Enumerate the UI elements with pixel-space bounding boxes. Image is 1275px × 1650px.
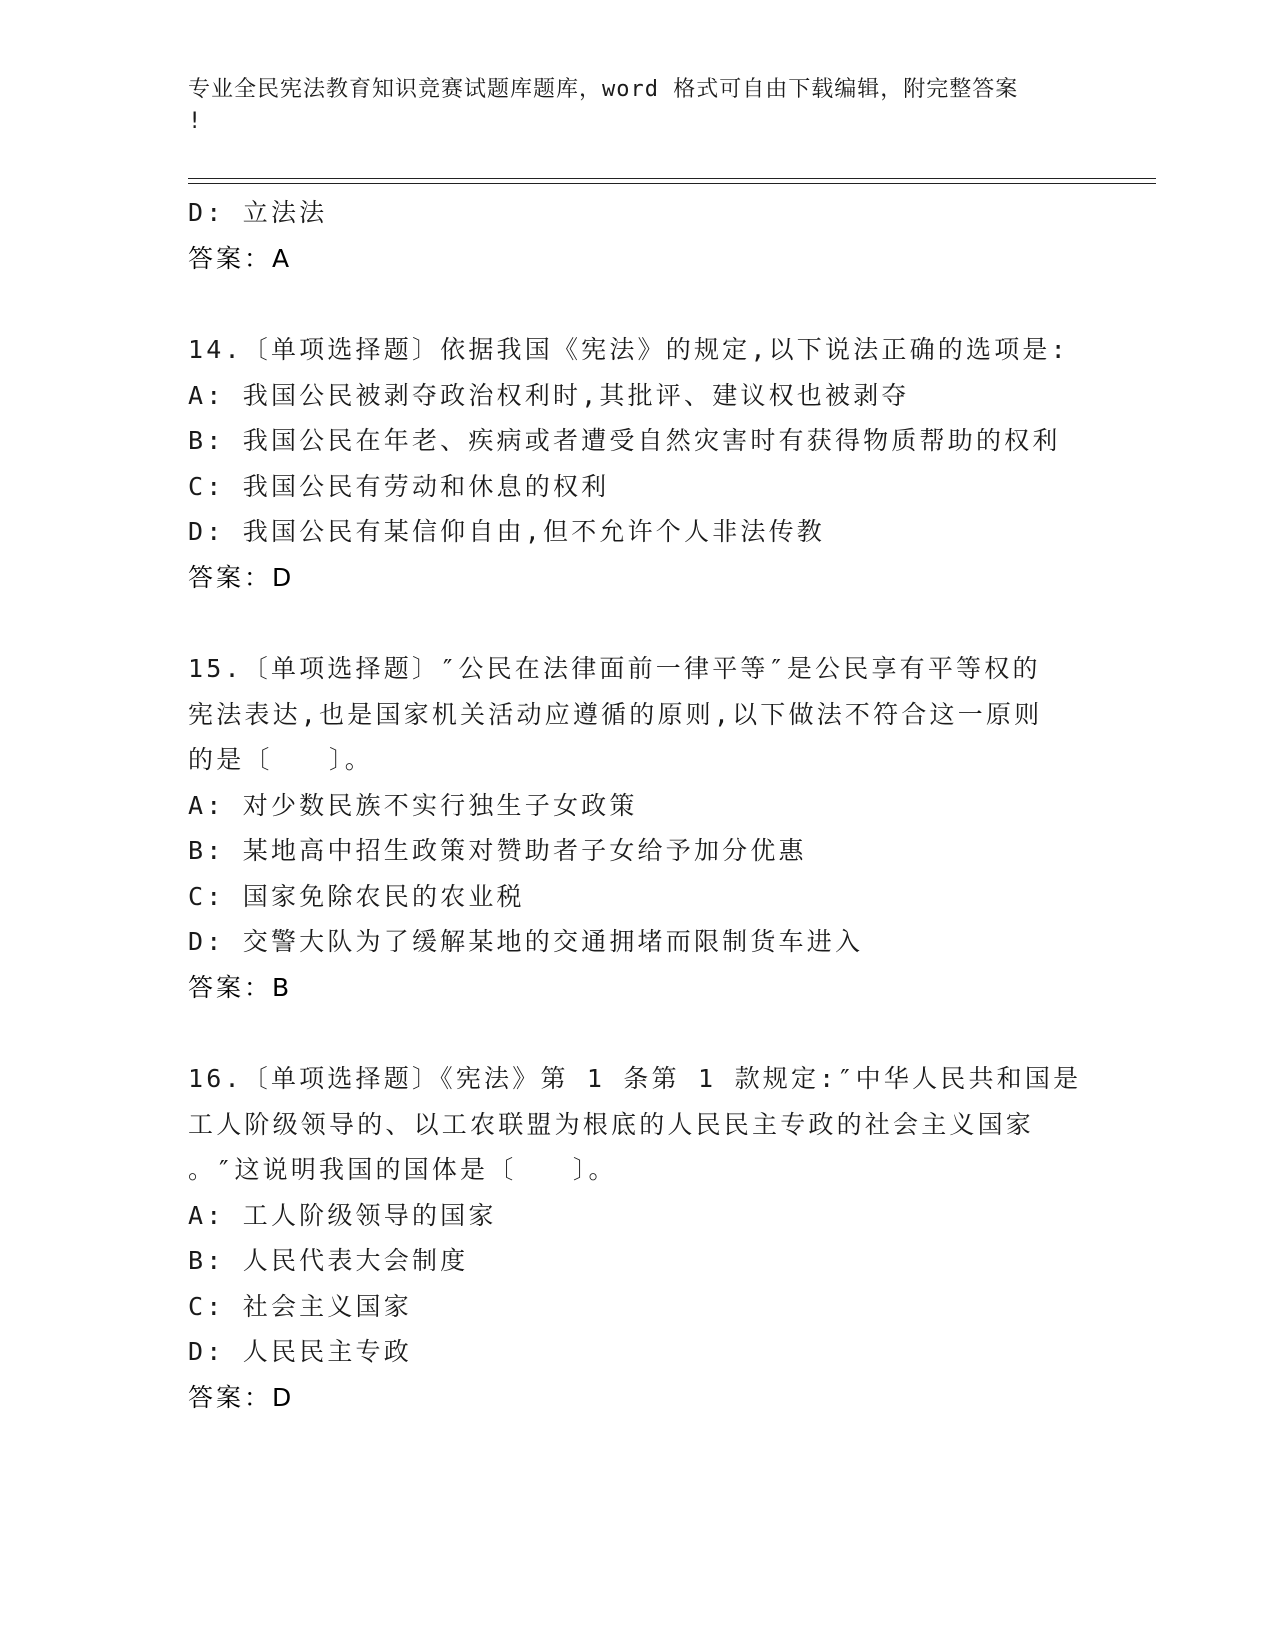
header-line-1: 专业全民宪法教育知识竞赛试题库题库，word 格式可自由下载编辑，附完整答案 [188,77,1019,102]
option-b: B: 某地高中招生政策对赞助者子女给予加分优惠 [188,836,807,865]
option-d: D: 立法法 [188,198,328,227]
option-a: A: 我国公民被剥夺政治权利时,其批评、建议权也被剥夺 [188,380,910,410]
question-stem: 14.〔单项选择题〕依据我国《宪法》的规定,以下说法正确的选项是: [188,335,1069,364]
option-c: C: 社会主义国家 [188,1291,412,1321]
option-d: D: 交警大队为了缓解某地的交通拥堵而限制货车进入 [188,927,864,956]
spacer [188,600,1108,646]
option-c: C: 国家免除农民的农业税 [188,881,525,911]
document-header [188,74,1088,138]
header-divider-top [188,178,1156,179]
question-stem-line-3: 。″这说明我国的国体是〔 〕。 [188,1155,617,1184]
question-15 [188,646,1108,1010]
header-line-2: ! [188,109,203,134]
question-stem-line-1: 15.〔单项选择题〕″公民在法律面前一律平等″是公民享有平等权的 [188,654,1041,683]
option-b: B: 人民代表大会制度 [188,1246,469,1275]
spacer [188,1010,1108,1056]
question-stem-line-3: 的是〔 〕。 [188,745,373,774]
answer-line: 答案：B [188,972,293,1002]
answer-line: 答案：A [188,243,293,273]
spacer [188,281,1108,327]
option-a: A: 工人阶级领导的国家 [188,1200,497,1230]
document-body [188,190,1108,1420]
previous-question-tail [188,190,1108,281]
question-stem-line-2: 工人阶级领导的、以工农联盟为根底的人民民主专政的社会主义国家 [188,1109,1035,1139]
answer-line: 答案：D [188,1382,295,1412]
header-divider-bottom [188,183,1156,184]
question-stem-line-1: 16.〔单项选择题〕《宪法》第 1 条第 1 款规定:″中华人民共和国是 [188,1064,1082,1093]
answer-line: 答案：D [188,562,295,592]
option-c: C: 我国公民有劳动和休息的权利 [188,471,610,501]
question-stem-line-2: 宪法表达,也是国家机关活动应遵循的原则,以下做法不符合这一原则 [188,699,1043,729]
option-d: D: 人民民主专政 [188,1337,412,1366]
option-d: D: 我国公民有某信仰自由,但不允许个人非法传教 [188,517,826,546]
question-14 [188,327,1108,600]
option-b: B: 我国公民在年老、疾病或者遭受自然灾害时有获得物质帮助的权利 [188,426,1061,455]
question-16 [188,1056,1108,1420]
option-a: A: 对少数民族不实行独生子女政策 [188,790,638,820]
